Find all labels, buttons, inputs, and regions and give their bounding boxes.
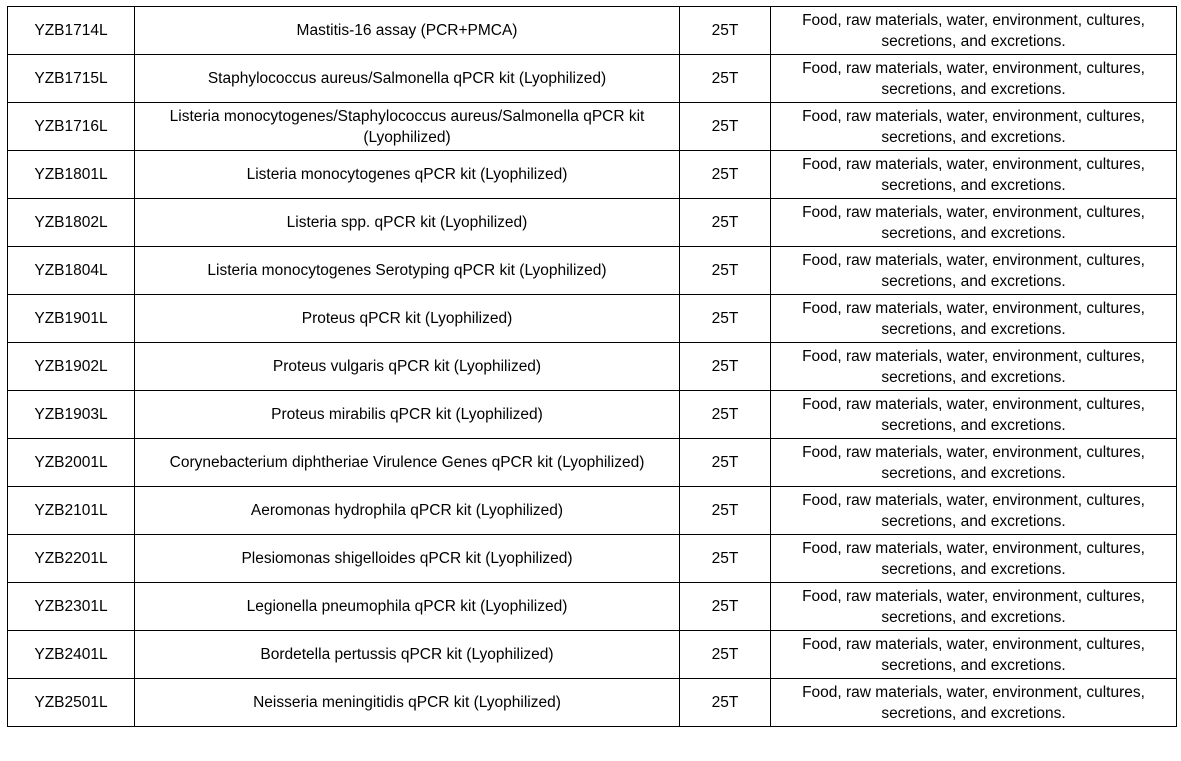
product-code-cell: YZB1902L <box>8 343 135 391</box>
product-code-cell: YZB1802L <box>8 199 135 247</box>
product-name-cell: Legionella pneumophila qPCR kit (Lyophilized) <box>135 583 680 631</box>
table-row <box>8 631 1177 679</box>
sample-type-cell: Food, raw materials, water, environment, cultures, secretions, and excretions. <box>771 103 1177 151</box>
product-code-cell: YZB1804L <box>8 247 135 295</box>
table-row <box>8 487 1177 535</box>
specification-cell: 25T <box>680 679 771 727</box>
sample-type-cell: Food, raw materials, water, environment, cultures, secretions, and excretions. <box>771 631 1177 679</box>
specification-cell: 25T <box>680 247 771 295</box>
product-code-cell: YZB1903L <box>8 391 135 439</box>
product-name-cell: Mastitis-16 assay (PCR+PMCA) <box>135 7 680 55</box>
product-name-cell: Listeria monocytogenes Serotyping qPCR kit (Lyophilized) <box>135 247 680 295</box>
sample-type-cell: Food, raw materials, water, environment, cultures, secretions, and excretions. <box>771 7 1177 55</box>
product-code-cell: YZB1801L <box>8 151 135 199</box>
table-row <box>8 679 1177 727</box>
sample-type-cell: Food, raw materials, water, environment, cultures, secretions, and excretions. <box>771 343 1177 391</box>
table-row <box>8 391 1177 439</box>
product-name-cell: Listeria monocytogenes qPCR kit (Lyophilized) <box>135 151 680 199</box>
product-name-cell: Bordetella pertussis qPCR kit (Lyophilized) <box>135 631 680 679</box>
product-name-cell: Plesiomonas shigelloides qPCR kit (Lyophilized) <box>135 535 680 583</box>
specification-cell: 25T <box>680 151 771 199</box>
table-row <box>8 343 1177 391</box>
sample-type-cell: Food, raw materials, water, environment, cultures, secretions, and excretions. <box>771 535 1177 583</box>
product-code-cell: YZB2301L <box>8 583 135 631</box>
specification-cell: 25T <box>680 487 771 535</box>
sample-type-cell: Food, raw materials, water, environment, cultures, secretions, and excretions. <box>771 583 1177 631</box>
product-code-cell: YZB2101L <box>8 487 135 535</box>
specification-cell: 25T <box>680 55 771 103</box>
table-row <box>8 295 1177 343</box>
table-row <box>8 439 1177 487</box>
sample-type-cell: Food, raw materials, water, environment, cultures, secretions, and excretions. <box>771 295 1177 343</box>
specification-cell: 25T <box>680 343 771 391</box>
sample-type-cell: Food, raw materials, water, environment, cultures, secretions, and excretions. <box>771 199 1177 247</box>
product-code-cell: YZB2001L <box>8 439 135 487</box>
sample-type-cell: Food, raw materials, water, environment, cultures, secretions, and excretions. <box>771 247 1177 295</box>
specification-cell: 25T <box>680 583 771 631</box>
table-row <box>8 199 1177 247</box>
table-row <box>8 103 1177 151</box>
product-code-cell: YZB1714L <box>8 7 135 55</box>
table-row <box>8 7 1177 55</box>
sample-type-cell: Food, raw materials, water, environment, cultures, secretions, and excretions. <box>771 679 1177 727</box>
product-name-cell: Listeria spp. qPCR kit (Lyophilized) <box>135 199 680 247</box>
table-row <box>8 535 1177 583</box>
product-name-cell: Proteus vulgaris qPCR kit (Lyophilized) <box>135 343 680 391</box>
product-code-cell: YZB1901L <box>8 295 135 343</box>
sample-type-cell: Food, raw materials, water, environment, cultures, secretions, and excretions. <box>771 487 1177 535</box>
specification-cell: 25T <box>680 391 771 439</box>
specification-cell: 25T <box>680 7 771 55</box>
product-name-cell: Aeromonas hydrophila qPCR kit (Lyophilized) <box>135 487 680 535</box>
product-name-cell: Corynebacterium diphtheriae Virulence Genes qPCR kit (Lyophilized) <box>135 439 680 487</box>
specification-cell: 25T <box>680 535 771 583</box>
product-name-cell: Proteus qPCR kit (Lyophilized) <box>135 295 680 343</box>
specification-cell: 25T <box>680 631 771 679</box>
specification-cell: 25T <box>680 439 771 487</box>
table-row <box>8 55 1177 103</box>
sample-type-cell: Food, raw materials, water, environment, cultures, secretions, and excretions. <box>771 391 1177 439</box>
product-table-body <box>8 7 1177 727</box>
table-row <box>8 583 1177 631</box>
specification-cell: 25T <box>680 103 771 151</box>
product-code-cell: YZB1715L <box>8 55 135 103</box>
product-code-cell: YZB2201L <box>8 535 135 583</box>
product-code-cell: YZB2501L <box>8 679 135 727</box>
product-name-cell: Listeria monocytogenes/Staphylococcus aureus/Salmonella qPCR kit (Lyophilized) <box>135 103 680 151</box>
product-name-cell: Staphylococcus aureus/Salmonella qPCR kit (Lyophilized) <box>135 55 680 103</box>
product-code-cell: YZB1716L <box>8 103 135 151</box>
sample-type-cell: Food, raw materials, water, environment, cultures, secretions, and excretions. <box>771 151 1177 199</box>
product-name-cell: Proteus mirabilis qPCR kit (Lyophilized) <box>135 391 680 439</box>
product-name-cell: Neisseria meningitidis qPCR kit (Lyophilized) <box>135 679 680 727</box>
specification-cell: 25T <box>680 295 771 343</box>
sample-type-cell: Food, raw materials, water, environment, cultures, secretions, and excretions. <box>771 55 1177 103</box>
product-table <box>7 6 1177 727</box>
table-row <box>8 151 1177 199</box>
sample-type-cell: Food, raw materials, water, environment, cultures, secretions, and excretions. <box>771 439 1177 487</box>
table-row <box>8 247 1177 295</box>
specification-cell: 25T <box>680 199 771 247</box>
product-code-cell: YZB2401L <box>8 631 135 679</box>
